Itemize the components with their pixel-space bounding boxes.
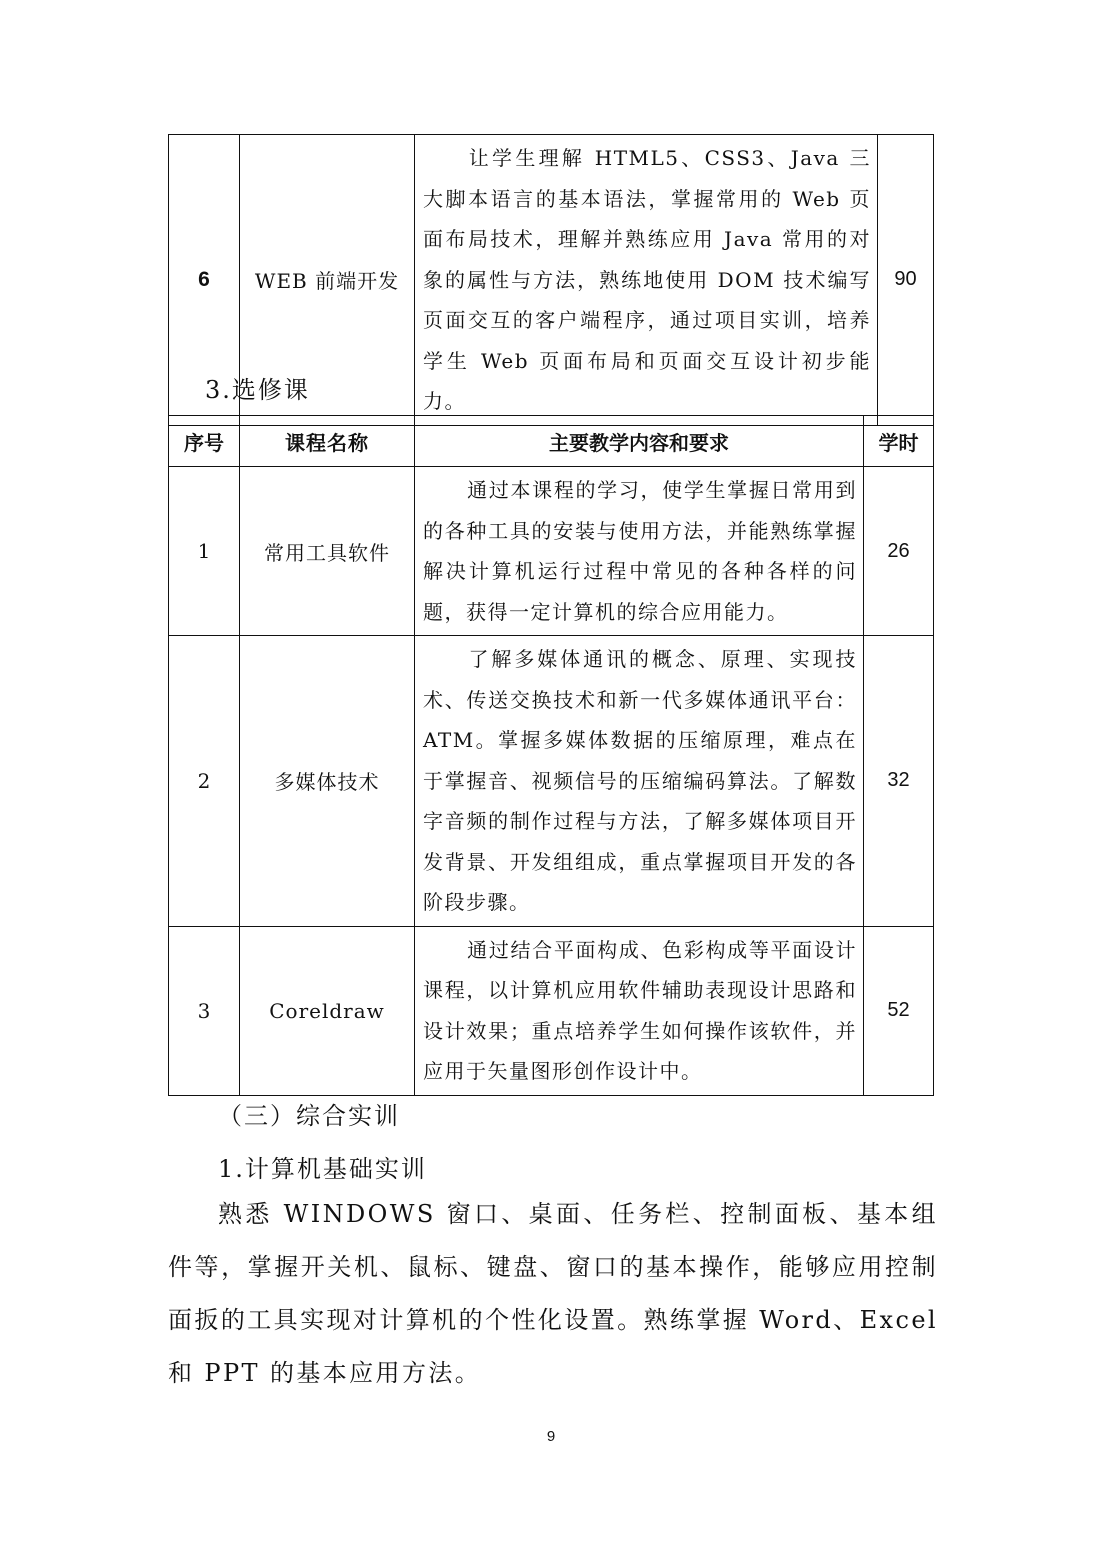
subsection-heading: 1.计算机基础实训 (218, 1155, 427, 1183)
table-row (169, 636, 934, 927)
table-row (169, 467, 934, 636)
header-desc: 主要教学内容和要求 (415, 416, 864, 467)
body-paragraph: 熟悉 WINDOWS 窗口、桌面、任务栏、控制面板、基本组件等，掌握开关机、鼠标、键盘、窗口的基本操作，能够应用控制面扳的工具实现对计算机的个性化设置。熟练掌握 Word、Excel 和 PPT 的基本应用方法。 (168, 1200, 938, 1387)
row-number: 1 (169, 467, 240, 636)
table-header-row (169, 416, 934, 467)
course-name: WEB 前端开发 (240, 135, 415, 426)
row-number: 6 (169, 135, 240, 426)
course-name: Coreldraw (240, 926, 415, 1095)
elective-course-table (168, 415, 934, 1096)
course-description: 通过结合平面构成、色彩构成等平面设计课程，以计算机应用软件辅助表现设计思路和设计效果；重点培养学生如何操作该软件，并应用于矢量图形创作设计中。 (415, 926, 864, 1095)
page-number: 9 (546, 1428, 556, 1445)
course-name: 多媒体技术 (240, 636, 415, 927)
course-hours: 26 (864, 467, 934, 636)
table-row (169, 926, 934, 1095)
course-description: 通过本课程的学习，使学生掌握日常用到的各种工具的安装与使用方法，并能熟练掌握解决计算机运行过程中常见的各种各样的问题，获得一定计算机的综合应用能力。 (415, 467, 864, 636)
row-number: 3 (169, 926, 240, 1095)
section-heading-elective: 3.选修课 (205, 376, 310, 404)
row-number: 2 (169, 636, 240, 927)
course-hours: 52 (864, 926, 934, 1095)
section-heading-training: （三）综合实训 (218, 1102, 400, 1130)
header-hours: 学时 (864, 416, 934, 467)
course-description: 让学生理解 HTML5、CSS3、Java 三大脚本语言的基本语法，掌握常用的 Web 页面布局技术，理解并熟练应用 Java 常用的对象的属性与方法，熟练地使用 DOM 技术编写页面交互的客户端程序，通过项目实训，培养学生 Web 页面布局和页面交互设计初步能力。 (415, 135, 878, 426)
course-hours: 32 (864, 636, 934, 927)
header-no: 序号 (169, 416, 240, 467)
course-description: 了解多媒体通讯的概念、原理、实现技术、传送交换技术和新一代多媒体通讯平台：ATM。掌握多媒体数据的压缩原理，难点在于掌握音、视频信号的压缩编码算法。了解数字音频的制作过程与方法，了解多媒体项目开发背景、开发组组成，重点掌握项目开发的各阶段步骤。 (415, 636, 864, 927)
course-hours: 90 (878, 135, 934, 426)
course-name: 常用工具软件 (240, 467, 415, 636)
header-name: 课程名称 (240, 416, 415, 467)
